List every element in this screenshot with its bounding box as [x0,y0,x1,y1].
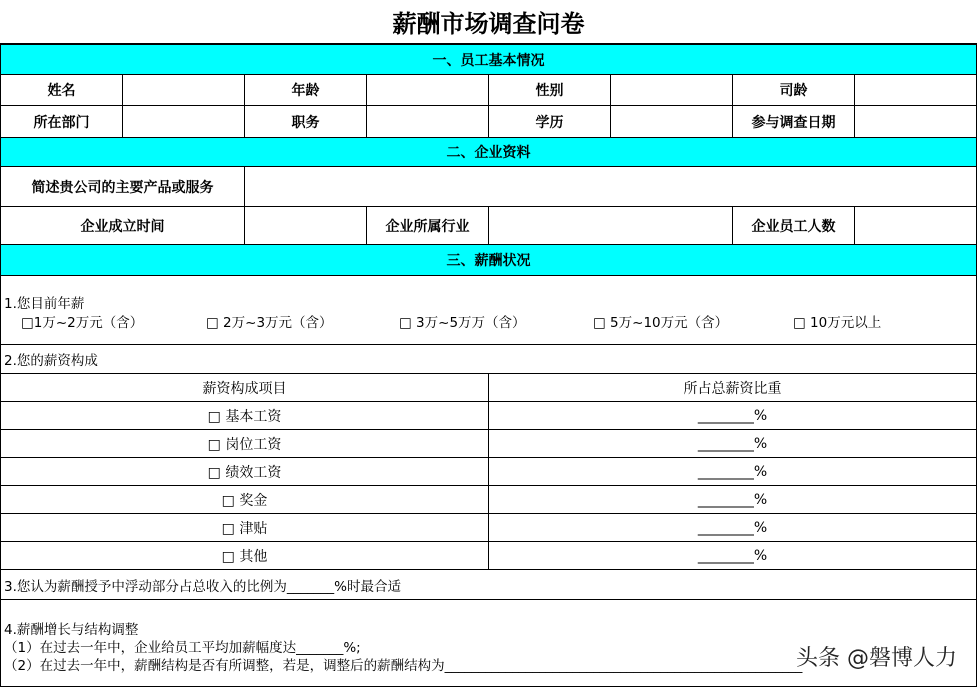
label-age: 年龄 [245,75,367,106]
q4-label: 4.薪酬增长与结构调整 [4,622,139,638]
q1-option[interactable]: □1万~2万元（含） [21,315,144,331]
label-employees: 企业员工人数 [733,207,855,245]
salary-ratio-field[interactable]: ________% [489,542,977,570]
q4-line2: （2）在过去一年中，薪酬结构是否有所调整，若是，调整后的薪酬结构为_____________________________________________________ [4,658,803,674]
field-tenure[interactable] [855,75,977,106]
q1-option[interactable]: □ 2万~3万元（含） [206,315,333,331]
salary-ratio-field[interactable]: ________% [489,458,977,486]
label-tenure: 司龄 [733,75,855,106]
q1-option[interactable]: □ 10万元以上 [793,315,882,331]
field-dept[interactable] [123,106,245,138]
field-survey-date[interactable] [855,106,977,138]
label-founded: 企业成立时间 [0,207,245,245]
q2-col-item: 薪资构成项目 [0,374,489,402]
q1-label: 1.您目前年薪 [4,296,85,312]
field-position[interactable] [367,106,489,138]
salary-item[interactable]: □ 绩效工资 [0,458,489,486]
field-founded[interactable] [245,207,367,245]
salary-ratio-field[interactable]: ________% [489,514,977,542]
label-education: 学历 [489,106,611,138]
label-name: 姓名 [0,75,123,106]
label-gender: 性别 [489,75,611,106]
salary-ratio-field[interactable]: ________% [489,430,977,458]
label-industry: 企业所属行业 [367,207,489,245]
q1-option[interactable]: □ 3万~5万万（含） [399,315,526,331]
salary-item[interactable]: □ 其他 [0,542,489,570]
watermark: 头条 @磐博人力 [796,646,957,671]
salary-item[interactable]: □ 岗位工资 [0,430,489,458]
field-age[interactable] [367,75,489,106]
salary-item[interactable]: □ 基本工资 [0,402,489,430]
section-company-info: 二、企业资料 [0,138,977,167]
section-basic-info: 一、员工基本情况 [0,44,977,75]
section-salary: 三、薪酬状况 [0,245,977,276]
salary-item[interactable]: □ 津贴 [0,514,489,542]
field-products[interactable] [245,167,977,207]
field-name[interactable] [123,75,245,106]
q2-col-ratio: 所占总薪资比重 [489,374,977,402]
salary-item[interactable]: □ 奖金 [0,486,489,514]
field-employees[interactable] [855,207,977,245]
field-gender[interactable] [611,75,733,106]
label-position: 职务 [245,106,367,138]
q1-option[interactable]: □ 5万~10万元（含） [593,315,729,331]
q3-text: 3.您认为薪酬授予中浮动部分占总收入的比例为_______%时最合适 [0,570,977,600]
label-survey-date: 参与调查日期 [733,106,855,138]
page-title: 薪酬市场调查问卷 [0,0,977,44]
salary-ratio-field[interactable]: ________% [489,486,977,514]
q1-block [0,276,977,345]
field-industry[interactable] [489,207,733,245]
label-dept: 所在部门 [0,106,123,138]
q4-line1: （1）在过去一年中，企业给员工平均加薪幅度达_______%; [4,640,361,656]
label-products: 简述贵公司的主要产品或服务 [0,167,245,207]
q2-label: 2.您的薪资构成 [0,345,977,374]
field-education[interactable] [611,106,733,138]
salary-ratio-field[interactable]: ________% [489,402,977,430]
